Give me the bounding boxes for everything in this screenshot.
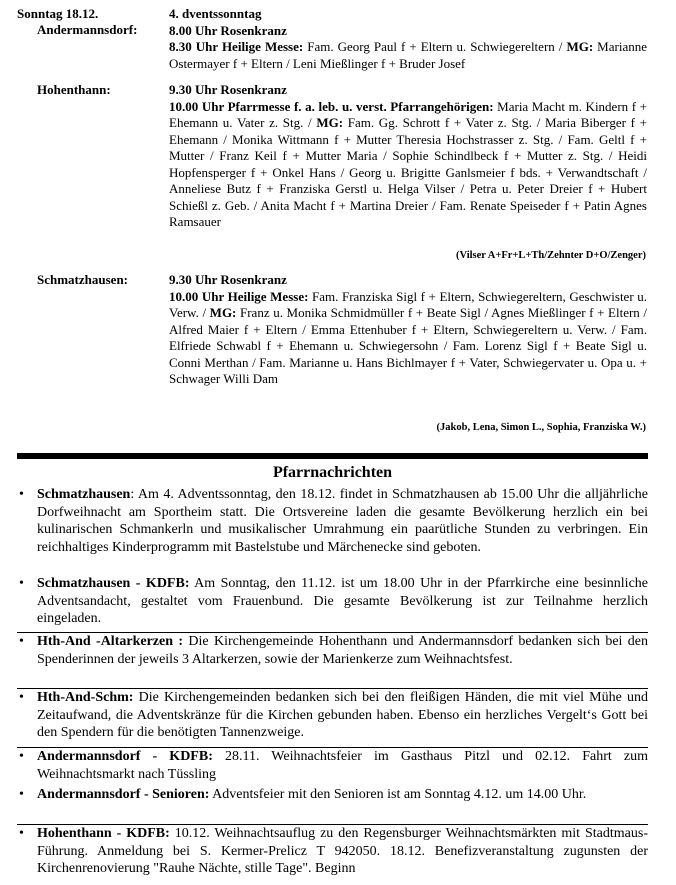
news-item [17,824,648,878]
mg-label: MG: [209,305,237,320]
mass-title: 10.00 Uhr Heilige Messe: [169,288,309,304]
mg-label: MG: [316,115,344,130]
mass-title: 10.00 Uhr Pfarrmesse f. a. leb. u. verst. Pfarrangehörigen: [169,98,494,114]
mass-intentions-cont: Franz u. Monika Schmidmüller f + Beate Sigl / Agnes Mießlinger f + Eltern / Alfred Maier f + Eltern / Emma Ettenhuber f + Eltern, Schwiegereltern u. Verw. / Fam. Elfriede Schwabl f + Ehemann u. Schwiegersohn / Fam. Lorenz Sigl f + Beate Sigl u. Conni Merthan / Fam. Marianne u. Hans Bichlmayer f + Vater, Schwiegervater u. Opa u. + Schwager Willi Dam [169,305,648,386]
news-item-title: Schmatzhausen [37,487,131,502]
bullet-icon: • [19,826,24,841]
news-item [17,747,648,783]
news-heading: Pfarrnachrichten [272,464,393,481]
news-item [17,688,648,742]
news-item-title: Schmatzhausen - KDFB: [37,576,190,591]
news-item-text: : Am 4. Adventssonntag, den 18.12. findet in Schmatzhausen ab 15.00 Uhr die alljährliche Dorfweihnacht am Sportheim statt. Die Ortsvereine laden die gesamte Bevölkerung herzlich ein bei kulinarischen Schmankerln und musikalischer Umrahmung ein paarütliche Stunden zu verbringen. Ein reichhaltiges Kinderprogramm mit Bastelstube und Märchenecke sind geboten. [37,487,648,555]
mass-intentions: Fam. Franziska Sigl f + Eltern, Schwiegereltern, Geschwister u. Verw. / [169,288,647,320]
mass-intentions-cont: Fam. Gg. Schrott f + Vater z. Stg. / Maria Biberger f + Ehemann / Monika Wittmann f + Mutter Theresia Hochstrasser z. Stg. / Fam. Geltl f + Mutter / Franz Keil f + Mutter Maria / Sophie Schindlbeck f + Mutter z. Stg. / Heidi Hopfensperger f + Onkel Hans / Georg u. Brigitte Ganlsmeier f bds. + Verwandtschaft / Anneliese Butz f + Franziska Gerstl u. Helga Vilser / Petra u. Peter Dreier f + Hubert Schießl z. Geb. / Anita Macht f + Martina Dreier / Fam. Renate Speiseder f + Patin Agnes Ramsauer [169,115,648,229]
place-name: Hohenthann: [37,82,111,97]
news-item-title: Hohenthann - KDFB: [37,826,170,841]
mass-entries [169,6,647,72]
news-item-title: Hth-And-Schm: [37,690,134,705]
news-item-title: Andermannsdorf - Senioren: [37,787,210,802]
place-name: Schmatzhausen: [37,272,129,287]
rosary-time: 9.30 Uhr Rosenkranz [169,272,287,287]
mass-title: 8.30 Uhr Heilige Messe: [169,39,304,54]
mass-entries [169,82,647,231]
news-item-text: Am Sonntag, den 11.12. ist um 18.00 Uhr in der Pfarrkirche eine besinnliche Adventsandacht, gestaltet vom Frauenbund. Die gesamte Bevölkerung ist zur Teilnahme herzlich eingeladen. [37,576,648,626]
news-item-title: Hth-And -Altarkerzen : [37,634,184,649]
mass-intentions: Maria Macht m. Kindern f + Ehemann u. Vater z. Stg. / [169,98,647,130]
mass-entries [169,272,647,388]
news-item [17,632,648,668]
news-item-text: 10.12. Weihnachtsauflug zu den Regensburger Weihnachtsmärkten mit Stadtmaus-Führung. Anmeldung bei S. Kermer-Prelicz T 942050. 18.12. Benefizveranstaltung zugunsten der Kirchenrenovierung "Rauhe Nächte, stille Tage". Beginn [37,826,648,876]
bullet-icon: • [19,487,24,502]
bullet-icon: • [19,576,24,591]
news-item-text: 28.11. Weihnachtsfeier im Gasthaus Pitzl und 02.12. Fahrt zum Weihnachtsmarkt nach Tüssling [37,749,649,782]
sunday-name: 4. dventssonntag [169,6,262,21]
news-item [17,575,648,628]
section-divider [17,453,648,459]
bullet-icon: • [19,749,24,764]
bullet-icon: • [19,787,24,802]
day-label: Sonntag 18.12. [17,6,99,21]
bullet-icon: • [19,690,24,705]
news-item [17,486,648,556]
mass-intentions-cont: Marianne Ostermayer f + Eltern / Leni Mießlinger f + Bruder Josef [169,39,647,71]
news-item-text: Die Kirchengemeinden bedanken sich bei den fleißigen Händen, die mit viel Mühe und Zeitaufwand, die Adventskränze für die Kirchen gebunden haben. Ebenso ein herzliches Vergelt‘s Gott bei den Spendern für die benötigten Tannenzweige. [37,690,648,740]
bullet-icon: • [19,634,24,649]
mg-label: MG: [566,39,594,54]
news-item-title: Andermannsdorf - KDFB: [37,749,213,764]
news-item [17,786,648,804]
news-item-text: Adventsfeier mit den Senioren ist am Sonntag 4.12. um 14.00 Uhr. [209,787,587,802]
news-item-text: Die Kirchengemeinde Hohenthann und Andermannsdorf bedanken sich bei den Spenderinnen der jeweils 3 Altarkerzen, sowie der Marienkerze zum Weihnachtsfest. [37,634,648,667]
server-credit: (Vilser A+Fr+L+Th/Zehnter D+O/Zenger) [456,250,646,261]
rosary-time: 9.30 Uhr Rosenkranz [169,82,287,97]
rosary-time: 8.00 Uhr Rosenkranz [169,22,287,38]
mass-intentions: Fam. Georg Paul f + Eltern u. Schwiegereltern / [303,39,567,54]
place-name: Andermannsdorf: [37,22,138,37]
server-credit: (Jakob, Lena, Simon L., Sophia, Franziska W.) [436,422,646,433]
